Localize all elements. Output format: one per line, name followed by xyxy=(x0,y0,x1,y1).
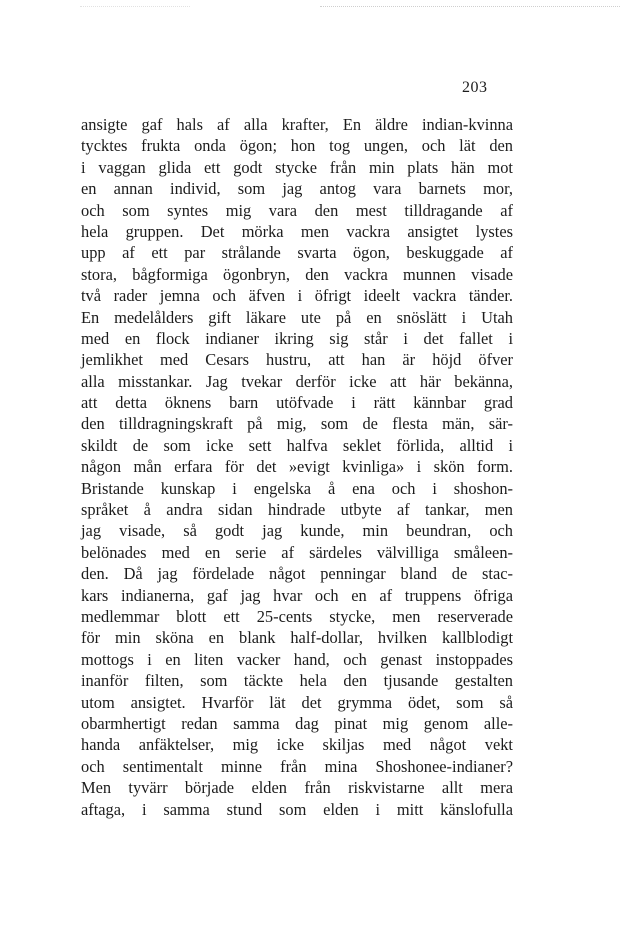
text-line: med en flock indianer ikring sig står i det fallet i xyxy=(81,328,513,348)
text-line: för min sköna en blank half-dollar, hvilken kallblodigt xyxy=(81,628,513,648)
text-line: Men tyvärr började elden från riskvistarne allt mera xyxy=(81,778,513,798)
text-line: mottogs i en liten vacker hand, och genast instoppades xyxy=(81,649,513,669)
text-line: Bristande kunskap i engelska å ena och i shoshon- xyxy=(81,478,513,498)
text-line: handa anfäktelser, mig icke skiljas med något vekt xyxy=(81,735,513,755)
body-text xyxy=(81,114,513,820)
text-line: och sentimentalt minne från mina Shoshonee-indianer? xyxy=(81,756,513,776)
text-line: alla misstankar. Jag tvekar derför icke att här bekänna, xyxy=(81,371,513,391)
text-line: någon mån erfara för det »evigt kvinliga» i skön form. xyxy=(81,457,513,477)
text-line: och som syntes mig vara den mest tilldragande af xyxy=(81,200,513,220)
text-line: upp af ett par strålande svarta ögon, beskuggade af xyxy=(81,243,513,263)
text-line: i vaggan glida ett godt stycke från min plats hän mot xyxy=(81,157,513,177)
text-line: den tilldragningskraft på mig, som de flesta män, sär- xyxy=(81,414,513,434)
text-line: aftaga, i samma stund som elden i mitt känslofulla xyxy=(81,799,513,819)
scan-artifact-rule-right xyxy=(320,6,620,7)
text-line: kars indianerna, gaf jag hvar och en af truppens öfriga xyxy=(81,585,513,605)
text-line: En medelålders gift läkare ute på en snöslätt i Utah xyxy=(81,307,513,327)
text-line: skildt de som icke sett halfva seklet förlida, alltid i xyxy=(81,435,513,455)
scan-artifact-rule-left xyxy=(80,6,190,7)
text-line: inanför filten, som täckte hela den tjusande gestalten xyxy=(81,671,513,691)
text-line: hela gruppen. Det mörka men vackra ansigtet lystes xyxy=(81,221,513,241)
page-number: 203 xyxy=(462,79,488,96)
text-line: ansigte gaf hals af alla krafter, En äldre indian-kvinna xyxy=(81,115,513,134)
text-line: en annan individ, som jag antog vara barnets mor, xyxy=(81,179,513,199)
text-line: stora, bågformiga ögonbryn, den vackra munnen visade xyxy=(81,264,513,284)
text-line: jemlikhet med Cesars hustru, att han är höjd öfver xyxy=(81,350,513,370)
text-line: den. Då jag fördelade något penningar bland de stac- xyxy=(81,564,513,584)
text-line: att detta öknens barn utöfvade i rätt kännbar grad xyxy=(81,393,513,413)
text-line: jag visade, så godt jag kunde, min beundran, och xyxy=(81,521,513,541)
text-line: tycktes frukta onda ögon; hon tog ungen, och lät den xyxy=(81,136,513,156)
text-line: obarmhertigt redan samma dag pinat mig genom alle- xyxy=(81,713,513,733)
text-line: två rader jemna och äfven i öfrigt ideelt vackra tänder. xyxy=(81,286,513,306)
text-line: medlemmar blott ett 25-cents stycke, men reserverade xyxy=(81,606,513,626)
text-line: utom ansigtet. Hvarför lät det grymma ödet, som så xyxy=(81,692,513,712)
text-line: språket å andra sidan hindrade utbyte af tankar, men xyxy=(81,500,513,520)
text-line: belönades med en serie af särdeles välvilliga småleen- xyxy=(81,542,513,562)
